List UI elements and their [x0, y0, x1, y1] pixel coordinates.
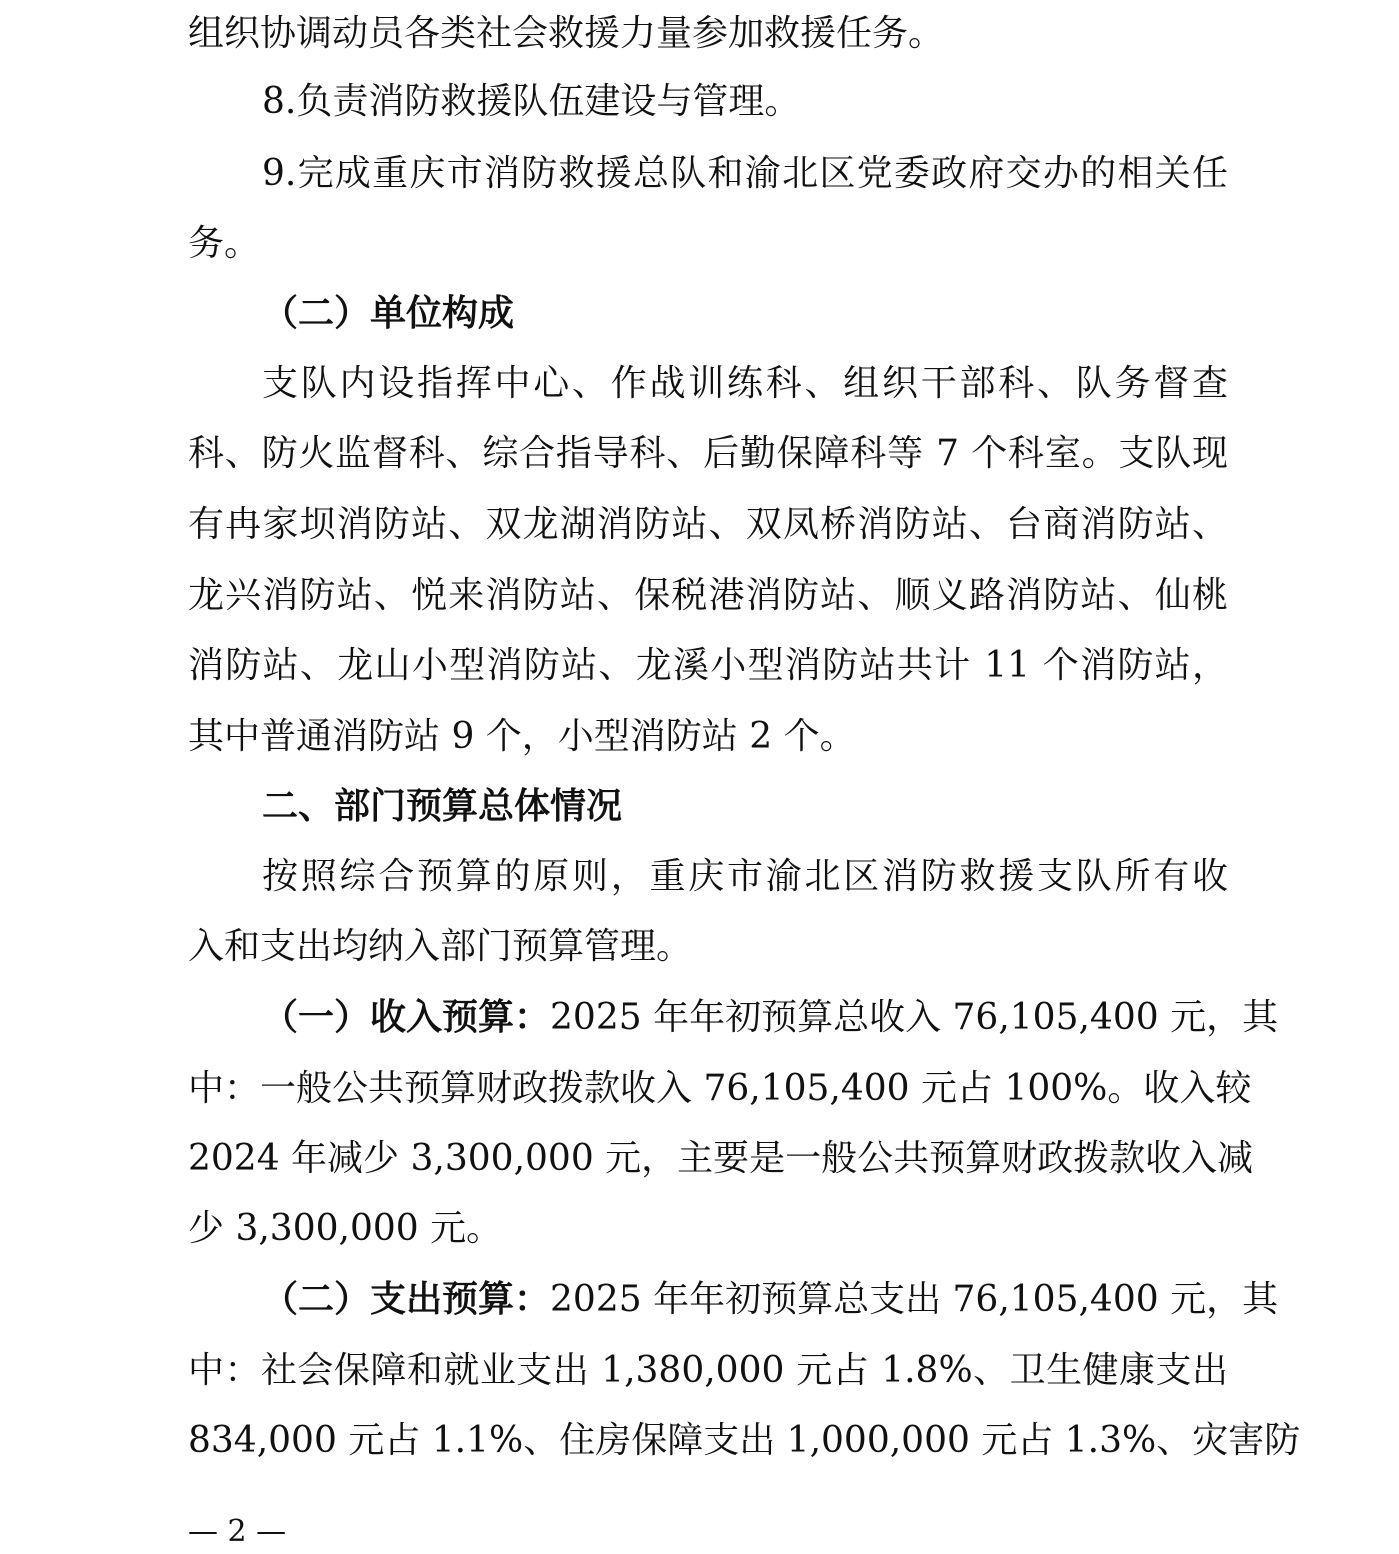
paragraph-line: 2024 年减少 3,300,000 元，主要是一般公共预算财政拨款收入减 [188, 1138, 1254, 1179]
expenditure-budget-label: （二）支出预算： [262, 1279, 551, 1320]
expenditure-budget-text: 2025 年年初预算总支出 76,105,400 元，其 [550, 1279, 1279, 1320]
revenue-budget-label: （一）收入预算： [262, 997, 551, 1038]
revenue-budget-text: 2025 年年初预算总收入 76,105,400 元，其 [550, 997, 1279, 1038]
paragraph-line: 中：社会保障和就业支出 1,380,000 元占 1.8%、卫生健康支出 [188, 1350, 1228, 1391]
paragraph-line: 有冉家坝消防站、双龙湖消防站、双凤桥消防站、台商消防站、 [188, 504, 1228, 545]
revenue-budget-line [262, 990, 1279, 1046]
paragraph-line: 少 3,300,000 元。 [188, 1208, 503, 1249]
paragraph-line: 按照综合预算的原则，重庆市渝北区消防救援支队所有收 [262, 856, 1228, 897]
expenditure-budget-line [262, 1272, 1279, 1328]
paragraph-line: 支队内设指挥中心、作战训练科、组织干部科、队务督查 [262, 363, 1228, 404]
page-number: — 2 — [188, 1514, 287, 1549]
section-heading-budget-overview: 二、部门预算总体情况 [262, 786, 623, 827]
paragraph-line: 其中普通消防站 9 个，小型消防站 2 个。 [188, 716, 856, 757]
paragraph-line: 消防站、龙山小型消防站、龙溪小型消防站共计 11 个消防站， [188, 645, 1228, 686]
section-heading-unit-composition: （二）单位构成 [262, 293, 515, 334]
paragraph-line: 入和支出均纳入部门预算管理。 [188, 926, 693, 967]
paragraph-line: 科、防火监督科、综合指导科、后勤保障科等 7 个科室。支队现 [188, 433, 1228, 474]
list-item-9: 9.完成重庆市消防救援总队和渝北区党委政府交办的相关任 [262, 153, 1228, 194]
list-item-9-continuation: 务。 [188, 223, 261, 264]
paragraph-line: 组织协调动员各类社会救援力量参加救援任务。 [188, 13, 945, 54]
paragraph-line: 龙兴消防站、悦来消防站、保税港消防站、顺义路消防站、仙桃 [188, 575, 1228, 616]
list-item-8: 8.负责消防救援队伍建设与管理。 [262, 81, 801, 122]
paragraph-line: 834,000 元占 1.1%、住房保障支出 1,000,000 元占 1.3%、灾害防 [188, 1420, 1301, 1461]
paragraph-line: 中：一般公共预算财政拨款收入 76,105,400 元占 100%。收入较 [188, 1068, 1252, 1109]
